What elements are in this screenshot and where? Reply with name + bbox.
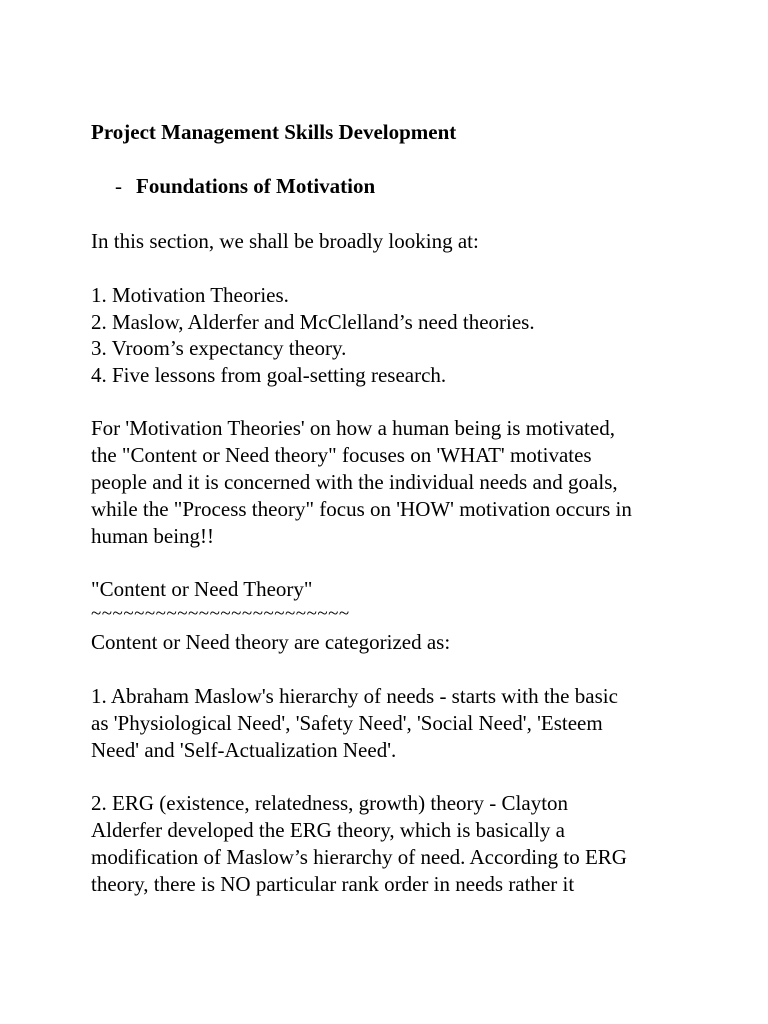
paragraph-line: For 'Motivation Theories' on how a human being is motivated, [91,416,615,440]
content-theory-heading: "Content or Need Theory" [91,577,313,601]
paragraph-line: while the "Process theory" focus on 'HOW' motivation occurs in [91,497,632,521]
paragraph-line: 1. Abraham Maslow's hierarchy of needs - starts with the basic [91,684,618,708]
paragraph-line: Need' and 'Self-Actualization Need'. [91,738,397,762]
paragraph-line: people and it is concerned with the individual needs and goals, [91,470,618,494]
paragraph-line: the "Content or Need theory" focuses on 'WHAT' motivates [91,443,592,467]
subheading-bullet: - [115,174,122,198]
document-title: Project Management Skills Development [91,120,457,144]
paragraph-line: modification of Maslow’s hierarchy of need. According to ERG [91,845,627,869]
paragraph-line: human being!! [91,524,215,548]
topic-item: 4. Five lessons from goal-setting research. [91,363,447,387]
paragraph-line: as 'Physiological Need', 'Safety Need', 'Social Need', 'Esteem [91,711,603,735]
paragraph-line: Alderfer developed the ERG theory, which is basically a [91,818,565,842]
section-subheading: Foundations of Motivation [136,174,376,198]
intro-text: In this section, we shall be broadly looking at: [91,229,479,253]
paragraph-line: 2. ERG (existence, relatedness, growth) theory - Clayton [91,791,569,815]
topic-item: 3. Vroom’s expectancy theory. [91,336,347,360]
topic-item: 1. Motivation Theories. [91,283,289,307]
tilde-divider: ~~~~~~~~~~~~~~~~~~~~~~~~ [91,603,350,624]
topic-item: 2. Maslow, Alderfer and McClelland’s need theories. [91,310,535,334]
categorized-intro: Content or Need theory are categorized as: [91,630,451,654]
paragraph-line: theory, there is NO particular rank order in needs rather it [91,872,575,896]
